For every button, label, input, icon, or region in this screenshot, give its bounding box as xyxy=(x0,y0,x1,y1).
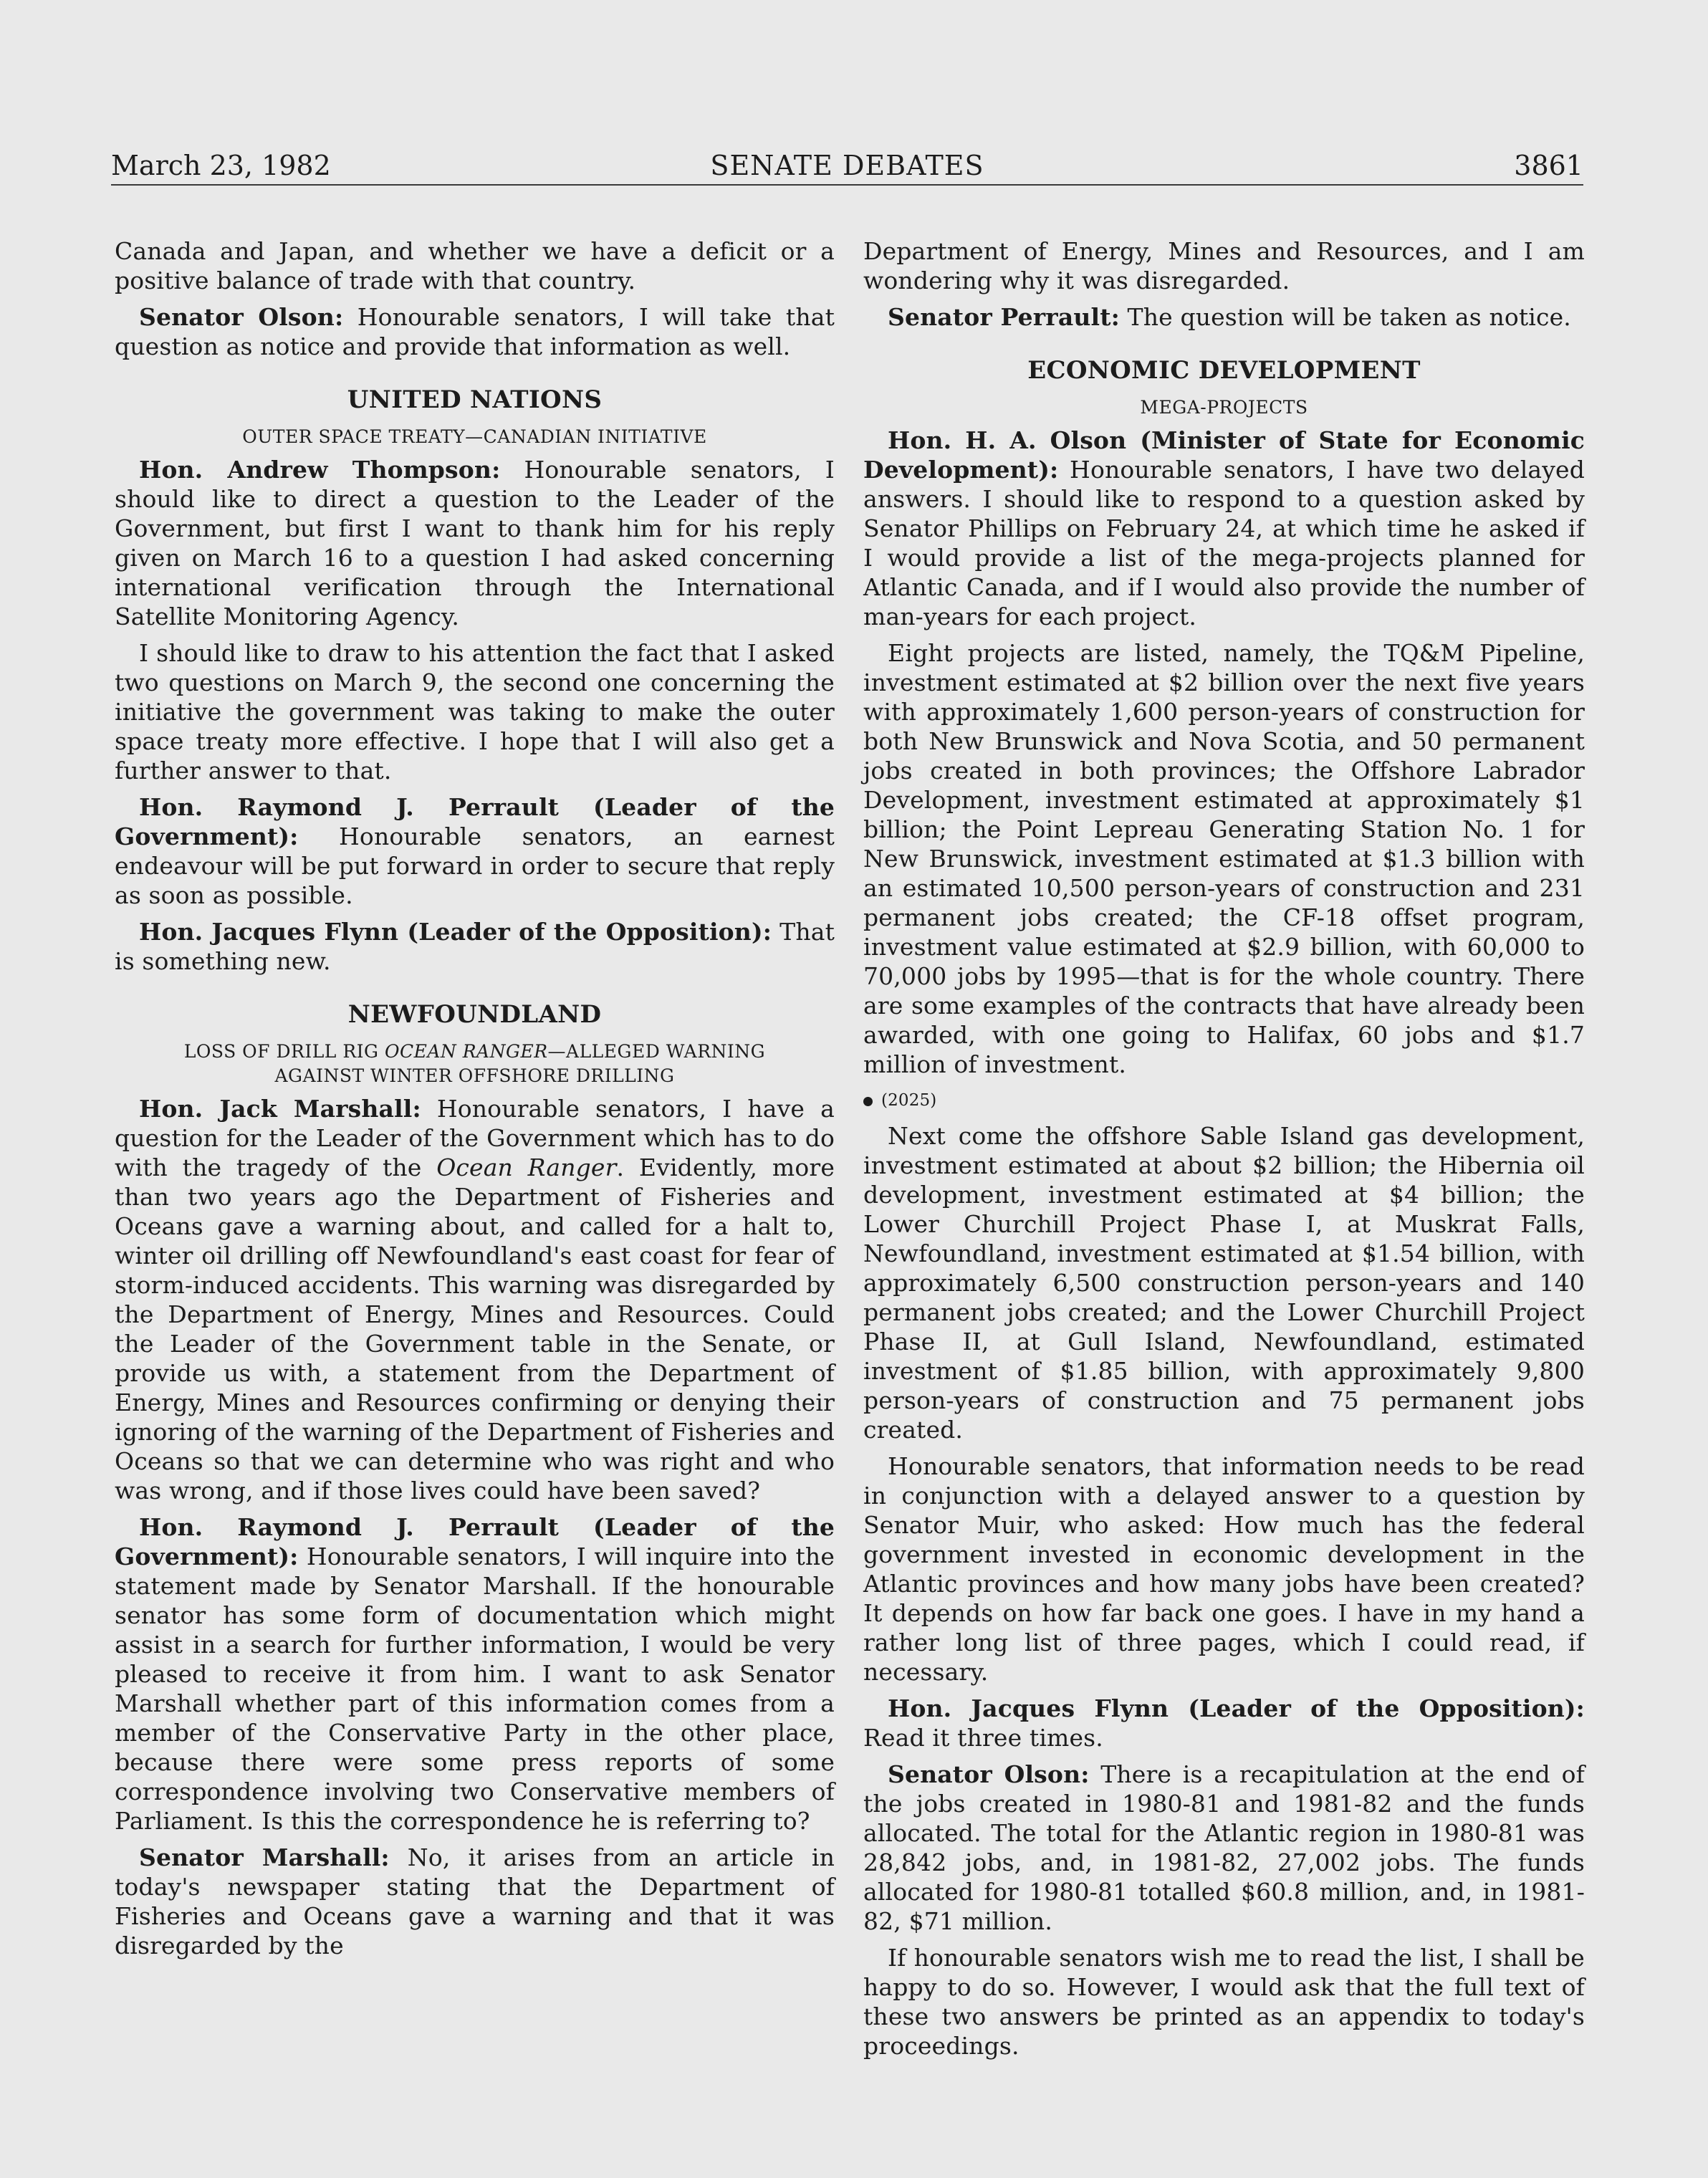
speech-text: The question will be taken as notice. xyxy=(1119,303,1571,331)
speaker-name: Hon. Andrew Thompson: xyxy=(139,456,501,484)
paragraph xyxy=(115,302,835,361)
speech-text: That is something new. xyxy=(115,918,835,975)
time-marker xyxy=(863,1086,1585,1116)
speaker-name: Senator Marshall: xyxy=(139,1843,390,1871)
section-heading: ECONOMIC DEVELOPMENT xyxy=(1027,356,1421,385)
page-header xyxy=(111,147,1583,186)
speech-text: Honourable senators, I will inquire into the statement made by Senator Marshall. If the honourable senator has some form of documentation which might assist in a search for further information, I would be very pleased to receive it from him. I want to ask Senator Marshall whether part of this information comes from a member of the Conservative Party in the other place, because there were some press reports of some correspondence involving two Conservative members of Parliament. Is this the correspondence he is referring to? xyxy=(115,1543,835,1835)
speaker-name: Hon. H. A. Olson (Minister of State for Economic Development): xyxy=(863,426,1585,484)
subsection-heading xyxy=(115,1040,835,1088)
paragraph: Honourable senators, that information needs to be read in conjunction with a delayed answer to a question by Senator Muir, who asked: How much has the federal government invested in economic development in the Atlantic provinces and how many jobs have been created? It depends on how far back one goes. I have in my hand a rather long list of three pages, which I could read, if necessary. xyxy=(863,1452,1585,1686)
speaker-name: Hon. Jacques Flynn (Leader of the Opposition): xyxy=(139,918,772,946)
header-title: SENATE DEBATES xyxy=(710,150,984,181)
left-column xyxy=(115,236,835,1967)
subsection-text: —ALLEGED WARNING xyxy=(547,1041,766,1062)
paragraph: Next come the offshore Sable Island gas development, investment estimated at about $2 billion; the Hibernia oil development, investment estimated at $4 billion; the Lower Churchill Project Phase I, at Muskrat Falls, Newfoundland, investment estimated at $1.54 billion, with approximately 6,500 construction person-years and 140 permanent jobs created; and the Lower Churchill Project Phase II, at Gull Island, Newfoundland, estimated investment of $1.85 billion, with approximately 9,800 person-years of construction and 75 permanent jobs created. xyxy=(863,1122,1585,1444)
speech-italic: Ocean Ranger xyxy=(436,1153,617,1181)
paragraph: If honourable senators wish me to read the list, I shall be happy to do so. However, I would ask that the full text of these two answers be printed as an appendix to today's proceedings. xyxy=(863,1944,1585,2060)
header-date: March 23, 1982 xyxy=(111,150,331,181)
paragraph xyxy=(863,1694,1585,1752)
paragraph xyxy=(863,302,1585,332)
subsection-text: AGAINST WINTER OFFSHORE DRILLING xyxy=(274,1065,675,1086)
speech-text: Honourable senators, I have a question for the Leader of the Government which has to do with the tragedy of the xyxy=(115,1095,835,1181)
paragraph xyxy=(115,1512,835,1836)
speaker-name: Hon. Raymond J. Perrault (Leader of the Government): xyxy=(115,1513,835,1570)
speech-text: . Evidently, more than two years ago the Department of Fisheries and Oceans gave a warning about, and called for a halt to, winter oil drilling off Newfoundland's east coast for fear of storm-induced accidents. This warning was disregarded by the Department of Energy, Mines and Resources. Could the Leader of the Government table in the Senate, or provide us with, a statement from the Department of Energy, Mines and Resources confirming or denying their ignoring of the warning of the Department of Fisheries and Oceans so that we can determine who was right and who was wrong, and if those lives could have been saved? xyxy=(115,1153,835,1505)
subsection-heading: MEGA-PROJECTS xyxy=(1140,397,1308,418)
paragraph: Department of Energy, Mines and Resources, and I am wondering why it was disregarded. xyxy=(863,237,1585,294)
speaker-name: Hon. Raymond J. Perrault (Leader of the Government): xyxy=(115,793,835,850)
speech-text: Read it three times. xyxy=(863,1724,1103,1752)
paragraph xyxy=(115,917,835,976)
speech-text: Honourable senators, I have two delayed answers. I should like to respond to a question asked by Senator Phillips on February 24, at which time he asked if I would provide a list of the mega-projects planned for Atlantic Canada, and if I would also provide the number of man-years for each project. xyxy=(863,456,1585,630)
paragraph xyxy=(115,455,835,631)
speech-text: Honourable senators, an earnest endeavour will be put forward in order to secure that reply as soon as possible. xyxy=(115,822,835,909)
speaker-name: Senator Olson: xyxy=(139,303,344,331)
paragraph: Eight projects are listed, namely, the TQ&M Pipeline, investment estimated at $2 billion over the next five years with approximately 1,600 person-years of construction for both New Brunswick and Nova Scotia, and 50 permanent jobs created in both provinces; the Offshore Labrador Development, investment estimated at approximately $1 billion; the Point Lepreau Generating Station No. 1 for New Brunswick, investment estimated at $1.3 billion with an estimated 10,500 person-years of construction and 231 permanent jobs created; the CF-18 offset program, investment value estimated at $2.9 billion, with 60,000 to 70,000 jobs by 1995—that is for the whole country. There are some examples of the contracts that have already been awarded, with one going to Halifax, 60 jobs and $1.7 million of investment. xyxy=(863,639,1585,1078)
paragraph xyxy=(863,1760,1585,1936)
speaker-name: Hon. Jack Marshall: xyxy=(139,1095,421,1123)
paragraph xyxy=(115,1094,835,1505)
subsection-heading: OUTER SPACE TREATY—CANADIAN INITIATIVE xyxy=(242,426,707,447)
subsection-text: LOSS OF DRILL RIG xyxy=(183,1041,385,1062)
paragraph xyxy=(115,792,835,910)
paragraph xyxy=(115,1843,835,1960)
subsection-italic: OCEAN RANGER xyxy=(384,1041,548,1062)
page-number: 3861 xyxy=(1514,150,1583,181)
speech-text: No, it arises from an article in today's newspaper stating that the Department of Fisheries and Oceans gave a warning and that it was disregarded by the xyxy=(115,1843,835,1959)
time-marker-text: (2025) xyxy=(881,1091,937,1110)
paragraph: I should like to draw to his attention the fact that I asked two questions on March 9, the second one concerning the initiative the government was taking to make the outer space treaty more effective. I hope that I will also get a further answer to that. xyxy=(115,639,835,785)
speech-text: There is a recapitulation at the end of the jobs created in 1980-81 and 1981-82 and the funds allocated. The total for the Atlantic region in 1980-81 was 28,842 jobs, and, in 1981-82, 27,002 jobs. The funds allocated for 1980-81 totalled $60.8 million, and, in 1981-82, $71 million. xyxy=(863,1760,1585,1935)
section-heading: UNITED NATIONS xyxy=(347,385,603,414)
speech-text: Honourable senators, I should like to direct a question to the Leader of the Government, but first I want to thank him for his reply given on March 16 to a question I had asked concerning international verification through the International Satellite Monitoring Agency. xyxy=(115,456,835,630)
bullet-icon xyxy=(863,1097,873,1106)
section-heading: NEWFOUNDLAND xyxy=(347,1000,602,1029)
speech-text: Honourable senators, I will take that question as notice and provide that information as well. xyxy=(115,303,835,360)
speaker-name: Hon. Jacques Flynn (Leader of the Opposition): xyxy=(888,1694,1585,1722)
speaker-name: Senator Perrault: xyxy=(888,303,1120,331)
right-column xyxy=(863,236,1585,2068)
speaker-name: Senator Olson: xyxy=(888,1760,1090,1788)
paragraph xyxy=(863,426,1585,631)
paragraph: Canada and Japan, and whether we have a deficit or a positive balance of trade with that country. xyxy=(115,237,835,294)
